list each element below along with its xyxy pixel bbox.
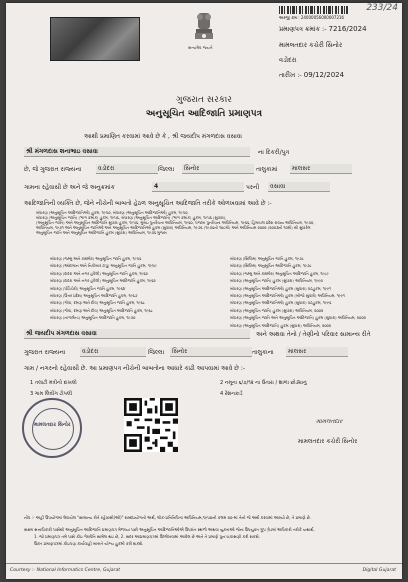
- digital-gujarat-text: Digital Gujarat: [362, 568, 396, 573]
- order-item: બંધારણ (ગોવા, દમણ અને દીવ) અનુસૂચિત આદિજાતિ હુકમ, ૧૯૬૮: [50, 307, 153, 313]
- order-item: બંધારણ (અનુસૂચિત જાતિ) હુકમ (સુધારા) અધિનિયમ, ૨૦૦૨: [230, 307, 324, 313]
- resident-suffix: અને અથવા તેનો / તેણીનો પરિવાર સામાન્ય રીતે: [256, 331, 371, 338]
- orders-paragraph: [36, 210, 314, 235]
- serial-field: 4: [152, 182, 244, 192]
- resident-village-field: માલસર: [286, 347, 348, 357]
- government-heading: ગુજરાત સરકાર: [176, 95, 232, 105]
- intro-line: આથી પ્રમાણિત કરવામાં આવે છે કે , શ્રી જયદીપ મંગળદાસ વસાવા: [84, 133, 243, 140]
- application-number: અરજી ક્રમ : 2400005600000721б: [279, 15, 345, 20]
- orders-line: અધિનિયમ, ૧૯૭૧ અને અનુસૂચિત જાતિઓ અને અનુસૂચિત આદિજાતિઓ હુકમ (સુધારા) અધિનિયમ, ૧૯૭૬ (૧૯૭૬નો ૧૦૮મો) અને અધિનિયમ ૨૦૦૨ (૨૦૦૩નો ૧૦મો) થી સુધારેલ: [36, 225, 311, 230]
- basis-item: 3 ગામ લિવીંગ ટોપલી: [30, 391, 73, 397]
- order-item: બંધારણ (પોંડિચેરી) અનુસૂચિત જાતિ હુકમ, ૧૯૬૪: [50, 285, 126, 291]
- taluka-label: તાલુકામાં: [256, 166, 278, 173]
- district-field: વડોદરા: [96, 164, 158, 174]
- order-item: બંધારણ (દાદરા અને નગર હવેલી) અનુસૂચિત જાતિ હુકમ, ૧૯૬૨: [50, 270, 148, 276]
- order-item: બંધારણ (અનુસૂચિત આદિજાતિ) હુકમ (સુધારા) અધિનિયમ, ૨૦૦૨: [230, 322, 331, 328]
- seal-text: મામલતદાર સિનોર: [34, 422, 71, 428]
- order-item: બંધારણ (નાગાલેન્ડ) અનુસૂચિત આદિજાતિ હુકમ, ૧૯૭૦: [50, 315, 136, 321]
- note-4: ઉક્ત પ્રમાણપત્રમાં કોઇપણ કાર્યવાહી બાબતે યોગ્ય હુકમો કરી શકશે.: [34, 541, 144, 546]
- order-item: બંધારણ (સિક્કિમ) અનુસૂચિત જાતિ હુકમ, ૧૯૭૮: [230, 256, 304, 261]
- resident-name-field: શ્રી જયદીપ મંગળદાસ વસાવા: [24, 329, 250, 339]
- resident-taluka-label: તાલુકાના: [252, 349, 274, 356]
- order-item: બંધારણ (અનુસૂચિત જાતિ અને અનુસૂચિત આદિજાતિ) હુકમ (સુધારા) અધિનિયમ, ૨૦૦૨: [230, 315, 366, 321]
- order-item: બંધારણ (અનુસૂચિત આદિજાતિઓ) હુકમ (સુધારા) વટહુકમ, ૧૯૯૧: [230, 285, 332, 291]
- order-item: બંધારણ (ઉત્તર પ્રદેશ) અનુસૂચિત આદિજાતિ હુકમ, ૧૯૬૭: [50, 293, 138, 299]
- footer: [6, 563, 402, 578]
- courtesy-text: Courtesy :- National Informatics Centre, Gujarat: [10, 568, 121, 573]
- resident-district-field: વડોદરા: [80, 347, 146, 357]
- resident-taluka-field: સિનોર: [170, 347, 252, 357]
- basis-item: 1 તલાટી મંત્રીનો દાખલો: [30, 380, 77, 386]
- order-item: બંધારણ (અનુસૂચિત જાતિ) હુકમ (સુધારા) અધિનિયમ, ૧૯૯૦: [230, 278, 323, 284]
- certificate-number-label: પ્રમાણપત્ર ક્રમાંક :-: [279, 25, 327, 33]
- basis-item: 2 નમૂના ૬/૭/૧૨ ના ઉતારા / શાળા છોડ્યાનું: [220, 380, 307, 386]
- issue-date-row: [279, 71, 344, 80]
- tribe-field: વસાવા: [268, 182, 330, 192]
- district-prefix: છે, જે ગુજરાત રાજ્યના: [24, 166, 82, 173]
- orders-line: (અનુસૂચિત જાતિ) અને અનુસૂચિત આદિજાતિ સુધારા હુકમ, ૧૯૫૬, મુંબઇ પુનર્રચના અધિનિયમ, ૧૯૬૦, પંજાબ પુનર્રચના અધિનિયમ, ૧૯૬૬, હિમાચલ પ્રદેશ રાજ્ય અધિનિયમ, ૧૯૭૦,: [36, 220, 315, 225]
- barcode-icon: [279, 6, 349, 14]
- emblem-motto: સત્યમેવ જયતે: [188, 45, 213, 50]
- issue-date: 09/12/2024: [303, 71, 345, 79]
- order-item: બંધારણ (ગોવા, દમણ અને દીવ) અનુસૂચિત જાતિ હુકમ, ૧૯૬૮: [50, 300, 145, 306]
- basis-item: 4 રેશનકાર્ડ: [220, 391, 243, 397]
- taluka-field: સિનોર: [182, 164, 254, 174]
- basis-left-list: [30, 378, 77, 400]
- order-item: બંધારણ (દાદરા અને નગર હવેલી) અનુસૂચિત આદિજાતિ હુકમ, ૧૯૬૨: [50, 278, 156, 284]
- certificate-number: 7216/2024: [328, 25, 367, 33]
- order-item: બંધારણ (જમ્મુ અને કાશ્મીર) અનુસૂચિત આદિજાતિ હુકમ, ૧૯૮૯: [230, 270, 329, 276]
- order-item: બંધારણ (અનુસૂચિત આદિજાતિઓ) હુકમ (બીજો સુધારો) અધિનિયમ, ૧૯૯૧: [230, 293, 345, 299]
- category-label: પરની: [246, 184, 260, 191]
- order-item: બંધારણ (આંદામાન અને નિકોબાર ટાપુ) અનુસૂચિત જાતિ હુકમ, ૧૯૫૯: [50, 263, 157, 269]
- note-2: સક્ષમ સત્તાધિકારી પાસેથી અનુસૂચિત આદિજાતિ પ્રમાણપત્ર મેળવ્યા પછી અનુસૂચિત આદિજાતિઓએ ઉપરાંત સ્થળો અથવા યુક્તાઓ જેના ઉપયુક્ત ગ્રૂપ ગ્રેડમાં અધિકારી તરીકે યથાર્થ,: [24, 527, 315, 532]
- resident-district-label: જિલ્લા: [148, 349, 165, 356]
- signature: મામલતદાર: [316, 418, 343, 425]
- issuing-office: મામલતદાર કચેરી સિનોર: [279, 41, 343, 49]
- orders-line: બંધારણ (અનુસૂચિત જાતિ) (ભાગ ક્રમાંક) હુકમ, ૧૯૫૬, બંધારણ (અનુસૂચિત આદિજાતિ) (ભાગ ક્રમાંક) હુકમ, ૧૯૫૬ (સુધારા),: [36, 215, 227, 220]
- issuing-place: વડોદરા: [279, 56, 297, 64]
- orders-line: અનુસૂચિત જાતિ અને અનુસૂચિત આદિજાતિ હુકમ (સુધારા) અધિનિયમ, ૧૯૭૬ મુજબ: [36, 230, 167, 235]
- office-seal: [22, 398, 82, 458]
- certificate-number-row: [279, 25, 367, 34]
- parent-relation: ના દિકરી/પુત્ર: [258, 149, 290, 156]
- basis-right-list: [220, 378, 307, 400]
- note-3: 1. જો પ્રમાણપત્ર તમે પાસે કોઇ ગેરરીતિ સામેલ થઇ છે, 2. સદર આપ્રમાણપત્રમાં ઉલ્લેખવામાં આવેલ છે અને તે પ્રમાણે પુનઃચકાસણી કરી શકશે.: [34, 534, 260, 539]
- state-emblem-icon: [191, 11, 217, 45]
- applicant-photo: [50, 17, 140, 61]
- district-label: જિલ્લા: [158, 166, 175, 173]
- signatory-office: મામલતદાર કચેરી સિનોર: [298, 438, 358, 445]
- village-label: ગામના રહેવાસી છે અને જે અનુક્રમાંક: [24, 184, 115, 191]
- orders-left-list: [50, 255, 157, 322]
- basis-line: ગામ / નગરનો રહેવાસી છે. આ પ્રમાણપત્ર નીચેની બાબતોના આધારે કાઢી આપવામાં આવે છે :-: [24, 365, 246, 372]
- list-intro: આદિજાતિની વ્યક્તિ છે, જેને નીચેની બાબતો હેઠળ અનુસૂચિત આદિજાતિ તરીકે ઓળખવામાં આવે છે :-: [24, 200, 272, 207]
- orders-right-list: [230, 255, 366, 329]
- note-1: નોંધ :- અહીં ઉપયોગમાં લેવાયેલ "સામાન્ય રીતે રહેવાસી(ઓ)" શબ્દપ્રયોગનો અર્થ, લોક-પ્રતિનિધિત્વ અધિનિયમ,૧૯૫૦ની કલમ ૨૦-માં તેનો જે અર્થ કરવામાં આવ્યો છે, તે પ્રમાણે છે.: [24, 515, 312, 520]
- parent-name-field: શ્રી મંગળદાસ શનાભાઇ વસાવા: [24, 147, 250, 157]
- seal-inner-ring: [32, 408, 74, 450]
- handwritten-reference: 233/24: [366, 3, 398, 13]
- certificate-page: [6, 3, 402, 579]
- village-field: માલસર: [290, 164, 352, 174]
- order-item: બંધારણ (સિક્કિમ) અનુસૂચિત આદિજાતિ હુકમ, ૧૯૭૮: [230, 263, 312, 269]
- order-item: બંધારણ (જમ્મુ અને કાશ્મીર) અનુસૂચિત જાતિ હુકમ, ૧૯૫૬: [50, 256, 142, 261]
- resident-state-prefix: ગુજરાત રાજ્યના: [24, 349, 66, 356]
- issue-date-label: તારીખ :-: [279, 71, 302, 79]
- certificate-title: અનુસૂચિત આદિજાતિ પ્રમાણપત્ર: [145, 109, 263, 119]
- qr-code-icon: [124, 398, 178, 452]
- orders-line: બંધારણ (અનુસૂચિત આદિજાતિઓ) હુકમ, ૧૯૫૦, બંધારણ (અનુસૂચિત આદિજાતિઓ) હુકમ, ૧૯૫૦,: [36, 210, 189, 215]
- order-item: બંધારણ (અનુસૂચિત આદિજાતિઓ) હુકમ (સુધારા) વટહુકમ, ૧૯૯૬: [230, 300, 332, 306]
